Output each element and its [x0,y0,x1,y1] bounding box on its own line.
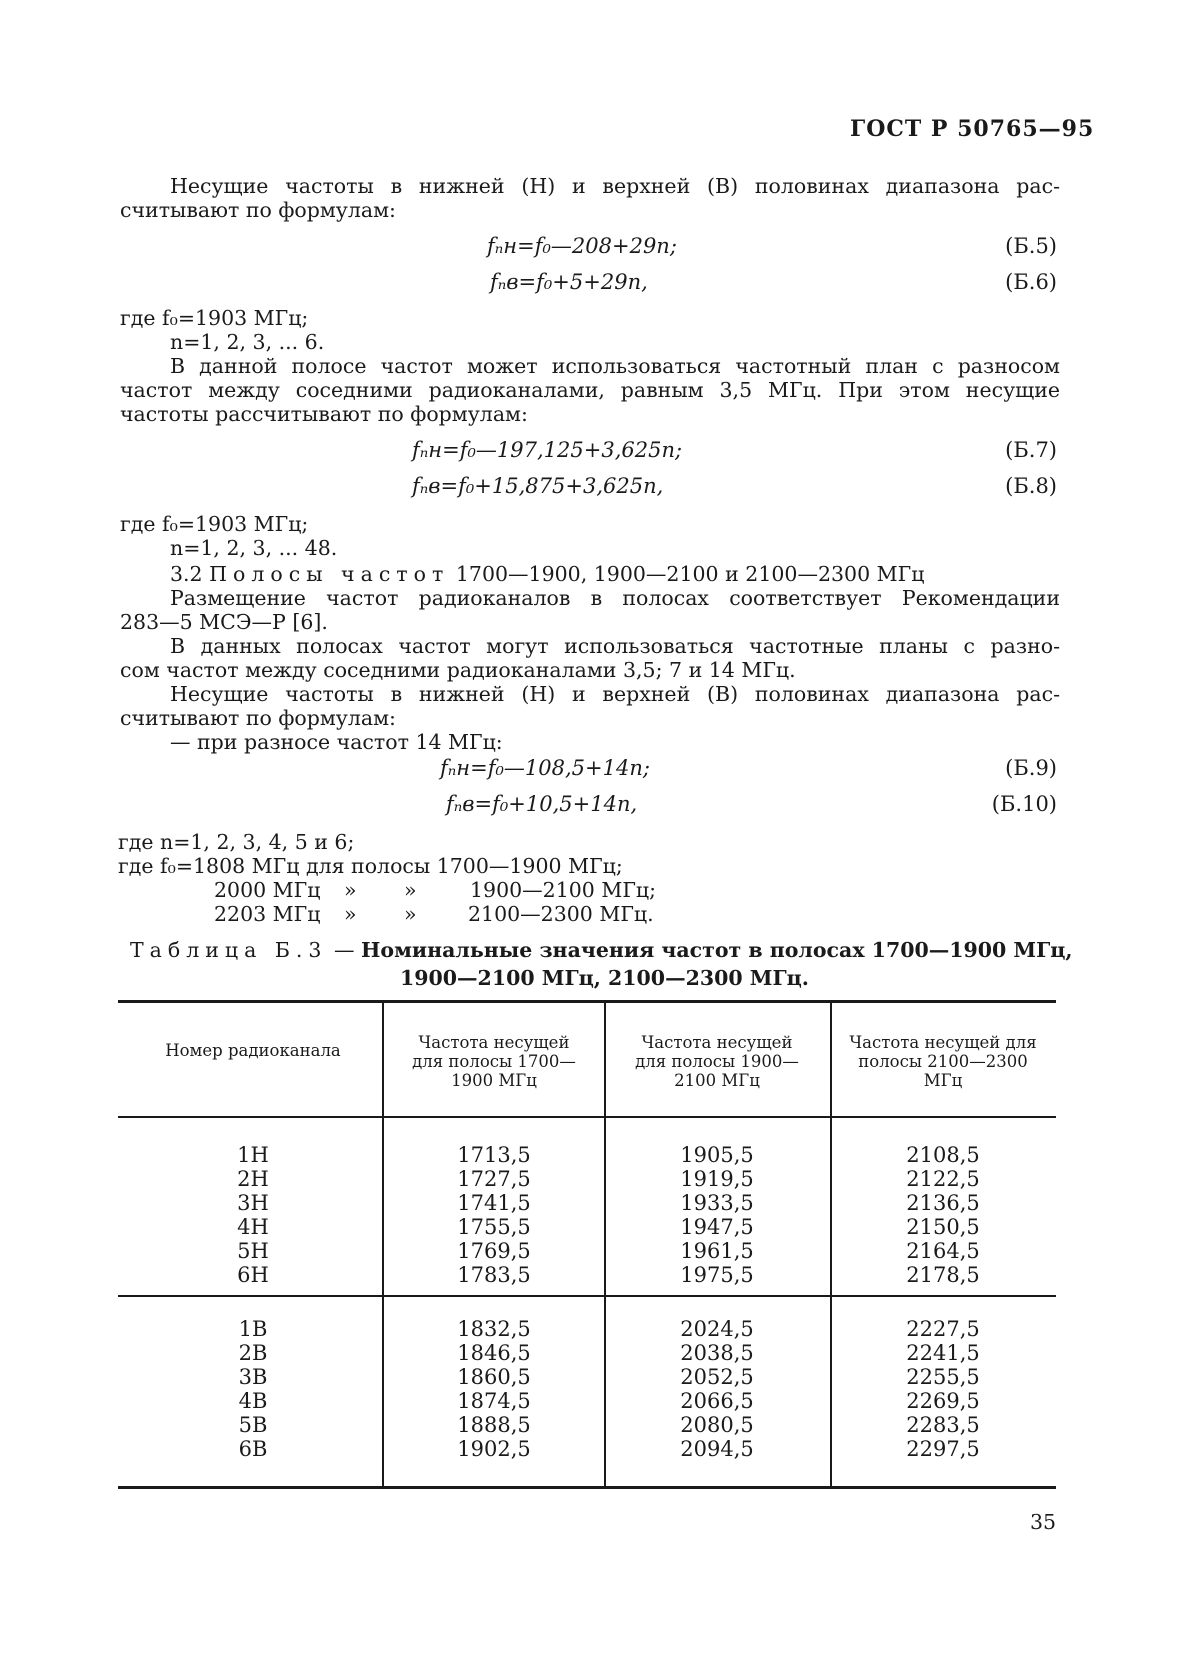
table-cell: 4Н [237,1215,269,1239]
table-cell: 1783,5 [457,1263,531,1287]
where-f0-b-value: 2000 МГц [214,878,321,902]
table-cell: 2255,5 [906,1365,980,1389]
band1-upper-column [402,1317,586,1461]
equation-number-b8: (Б.8) [1005,474,1057,498]
equation-number-b7: (Б.7) [1005,438,1057,462]
table-cell: 1846,5 [457,1341,531,1365]
formula-b6: fₙв=f₀+5+29n, [490,270,648,294]
table-cell: 2094,5 [680,1437,754,1461]
where-f0-c-band: 2100—2300 МГц. [468,902,654,926]
recommendation-line-2: 283—5 МСЭ—Р [6]. [120,610,328,634]
section-number: 3.2 [170,562,203,586]
section-heading [170,562,924,586]
where-f0-c-value: 2203 МГц [214,902,321,926]
table-cell: 1975,5 [680,1263,754,1287]
band1-lower-column [402,1143,586,1287]
frequency-table [118,1000,1056,1489]
where-f0: где f₀=1903 МГц; [120,306,309,330]
table-cell: 2122,5 [906,1167,980,1191]
equation-number-b5: (Б.5) [1005,234,1057,258]
table-cell: 1Н [237,1143,269,1167]
group-divider [118,1295,1056,1297]
table-cell: 2283,5 [906,1413,980,1437]
header-channel-number: Номер радиоканала [165,1041,341,1060]
where-f0-b-band: 1900—2100 МГц; [470,878,657,902]
table-cell: 1727,5 [457,1167,531,1191]
table-cell: 2024,5 [680,1317,754,1341]
section-heading-spaced: Полосы частот [209,562,450,586]
table-cell: 1832,5 [457,1317,531,1341]
header-divider [118,1116,1056,1118]
table-cell: 1В [238,1317,268,1341]
table-cell: 2038,5 [680,1341,754,1365]
table-cell: 1905,5 [680,1143,754,1167]
ditto-mark: » [404,878,417,902]
table-cell: 1888,5 [457,1413,531,1437]
band2-lower-column [624,1143,810,1287]
column-divider [382,1003,384,1486]
table-caption-title-cont: 1900—2100 МГц, 2100—2300 МГц. [400,966,809,990]
table-cell: 1755,5 [457,1215,531,1239]
where2-n: n=1, 2, 3, ... 48. [170,536,338,560]
plan-line-2: частот между соседними радиоканалами, равным 3,5 МГц. При этом несущие [120,378,1060,402]
intro-line-1: Несущие частоты в нижней (Н) и верхней (В) половинах диапазона рас- [170,174,1060,198]
formula-b10: fₙв=f₀+10,5+14n, [446,792,638,816]
table-cell: 2066,5 [680,1389,754,1413]
table-caption-dash: — [334,938,355,962]
header-band-2100-2300: Частота несущей для полосы 2100—2300 МГц [849,1033,1037,1090]
table-cell: 2269,5 [906,1389,980,1413]
header-band-1900-2100: Частота несущей для полосы 1900—2100 МГц [635,1033,799,1090]
table-cell: 6Н [237,1263,269,1287]
table-cell: 1860,5 [457,1365,531,1389]
header-band-1700-1900: Частота несущей для полосы 1700—1900 МГц [412,1033,576,1090]
table-cell: 4В [238,1389,268,1413]
table-cell: 1769,5 [457,1239,531,1263]
formula-b5: fₙн=f₀—208+29n; [487,234,677,258]
table-cell: 1741,5 [457,1191,531,1215]
table-cell: 1713,5 [457,1143,531,1167]
carrier-line-2: считывают по формулам: [120,706,396,730]
table-cell: 2150,5 [906,1215,980,1239]
table-cell: 2052,5 [680,1365,754,1389]
table-cell: 1933,5 [680,1191,754,1215]
table-cell: 3Н [237,1191,269,1215]
page-number: 35 [1030,1510,1057,1534]
where-f0-line-a: где f₀=1808 МГц для полосы 1700—1900 МГц; [118,854,623,878]
table-caption-line-2 [400,966,809,990]
table-cell: 1961,5 [680,1239,754,1263]
table-cell: 1947,5 [680,1215,754,1239]
plans-line-1: В данных полосах частот могут использоваться частотные планы с разно- [170,634,1060,658]
plans-line-2: сом частот между соседними радиоканалами 3,5; 7 и 14 МГц. [120,658,796,682]
spacing-14-line: — при разносе частот 14 МГц: [170,730,503,754]
where-n: n=1, 2, 3, ... 6. [170,330,325,354]
band3-upper-column [848,1317,1038,1461]
formula-b7: fₙн=f₀—197,125+3,625n; [412,438,683,462]
table-cell: 2080,5 [680,1413,754,1437]
table-cell: 2164,5 [906,1239,980,1263]
formula-b9: fₙн=f₀—108,5+14n; [440,756,650,780]
equation-number-b10: (Б.10) [991,792,1057,816]
table-cell: 6В [238,1437,268,1461]
table-cell: 2241,5 [906,1341,980,1365]
standard-code: ГОСТ Р 50765—95 [850,116,1095,142]
equation-number-b9: (Б.9) [1005,756,1057,780]
band2-upper-column [624,1317,810,1461]
table-cell: 1902,5 [457,1437,531,1461]
plan-line-1: В данной полосе частот может использоваться частотный план с разносом [170,354,1060,378]
table-cell: 1874,5 [457,1389,531,1413]
column-divider [604,1003,606,1486]
where-n-2: где n=1, 2, 3, 4, 5 и 6; [118,830,355,854]
table-cell: 2В [238,1341,268,1365]
ditto-mark: » [344,902,357,926]
channels-lower-column [178,1143,328,1287]
table-cell: 2178,5 [906,1263,980,1287]
where2-f0: где f₀=1903 МГц; [120,512,309,536]
table-cell: 5В [238,1413,268,1437]
section-heading-bands: 1700—1900, 1900—2100 и 2100—2300 МГц [455,562,925,586]
table-cell: 2136,5 [906,1191,980,1215]
table-caption-label: Таблица Б.3 [130,938,328,962]
table-cell: 2227,5 [906,1317,980,1341]
table-cell: 3В [238,1365,268,1389]
table-cell: 2108,5 [906,1143,980,1167]
column-divider [830,1003,832,1486]
table-caption-line-1 [130,938,1073,962]
table-cell: 2Н [237,1167,269,1191]
channels-upper-column [178,1317,328,1461]
table-cell: 1919,5 [680,1167,754,1191]
table-caption-title: Номинальные значения частот в полосах 1700—1900 МГц, [361,938,1073,962]
intro-line-2: считывают по формулам: [120,198,396,222]
table-cell: 2297,5 [906,1437,980,1461]
ditto-mark: » [404,902,417,926]
carrier-line-1: Несущие частоты в нижней (Н) и верхней (В) половинах диапазона рас- [170,682,1060,706]
table-cell: 5Н [237,1239,269,1263]
recommendation-line-1: Размещение частот радиоканалов в полосах соответствует Рекомендации [170,586,1060,610]
band3-lower-column [848,1143,1038,1287]
ditto-mark: » [344,878,357,902]
formula-b8: fₙв=f₀+15,875+3,625n, [412,474,664,498]
equation-number-b6: (Б.6) [1005,270,1057,294]
plan-line-3: частоты рассчитывают по формулам: [120,402,528,426]
